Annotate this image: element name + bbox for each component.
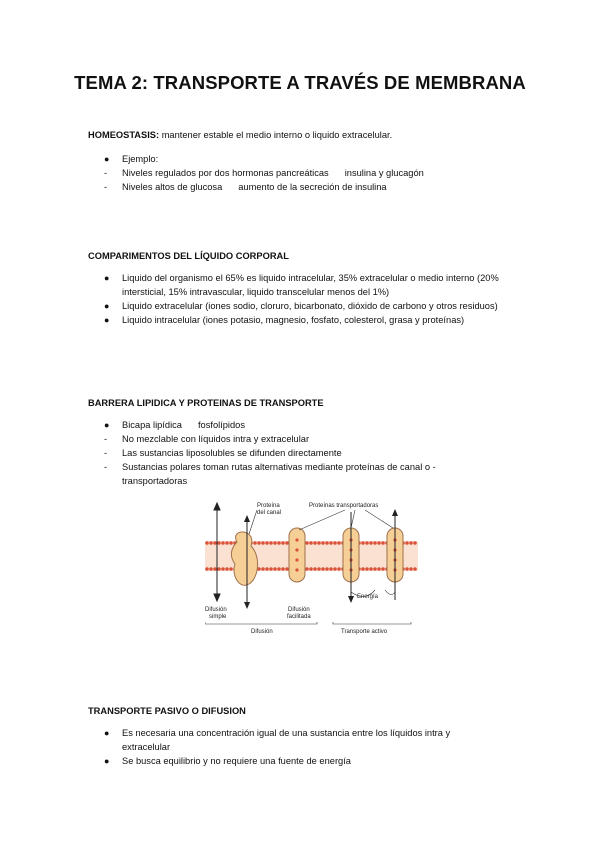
dash-icon: - [104, 448, 108, 458]
phospholipid-head [337, 541, 341, 545]
bullet-icon: ● [104, 315, 110, 325]
list-item: ● Liquido intracelular (iones potasio, magnesio, fosfato, colesterol, grasa y proteínas) [104, 315, 465, 325]
list-item: - Sustancias polares toman rutas alternativas mediante proteínas de canal o -transportadoras [104, 462, 436, 486]
list-item: ● Liquido extracelular (iones sodio, cloruro, bicarbonato, dióxido de carbono y otros residuos) [104, 301, 498, 311]
label-transportadoras: Proteínas transportadoras [309, 503, 379, 509]
homeostasis-definition [88, 128, 528, 142]
dash-icon: - [104, 434, 108, 444]
dash-icon: - [104, 182, 108, 192]
page-title: TEMA 2: TRANSPORTE A TRAVÉS DE MEMBRANA [74, 72, 526, 93]
phospholipid-head [405, 541, 409, 545]
phospholipid-head [365, 541, 369, 545]
phospholipid-head [369, 541, 373, 545]
phospholipid-head [209, 541, 213, 545]
dash-icon: - [104, 462, 108, 472]
phospholipid-head [281, 541, 285, 545]
phospholipid-head [209, 567, 213, 571]
phospholipid-head [309, 541, 313, 545]
phospholipid-head [313, 541, 317, 545]
section-heading: TRANSPORTE PASIVO O DIFUSION [88, 706, 246, 716]
membrane-transport-diagram [205, 498, 418, 638]
label-canal-1: Proteína [257, 503, 280, 509]
phospholipid-head [269, 541, 273, 545]
phospholipid-head [413, 567, 417, 571]
phospholipid-head [317, 541, 321, 545]
phospholipid-head [229, 567, 233, 571]
phospholipid-head [305, 541, 309, 545]
homeostasis-term: HOMEOSTASIS: [88, 130, 160, 140]
group-brackets [205, 622, 411, 624]
phospholipid-head [229, 541, 233, 545]
phospholipid-head [221, 541, 225, 545]
phospholipid-head [281, 567, 285, 571]
phospholipid-head [325, 567, 329, 571]
compartimentos-section [88, 249, 528, 327]
phospholipid-head [373, 541, 377, 545]
pasivo-section [88, 704, 528, 768]
carrier-protein-facilitated [289, 528, 305, 582]
bullet-icon: ● [104, 756, 110, 766]
phospholipid-head [273, 541, 277, 545]
phospholipid-head [361, 567, 365, 571]
channel-protein [231, 515, 257, 609]
phospholipid-head [321, 541, 325, 545]
bullet-icon: ● [104, 154, 110, 164]
phospholipid-head [381, 567, 385, 571]
phospholipid-head [257, 541, 261, 545]
phospholipid-head [213, 567, 217, 571]
phospholipid-head [365, 567, 369, 571]
list-item: ● Se busca equilibrio y no requiere una fuente de energía [104, 756, 351, 766]
phospholipid-head [253, 541, 257, 545]
phospholipid-head [217, 567, 221, 571]
list-item: ● Ejemplo: [104, 154, 159, 164]
phospholipid-head [205, 567, 209, 571]
phospholipid-head [277, 567, 281, 571]
phospholipid-head [309, 567, 313, 571]
list-item: - No mezclable con líquidos intra y extracelular [104, 434, 310, 444]
phospholipid-head [225, 541, 229, 545]
section-heading: COMPARIMENTOS DEL LÍQUIDO CORPORAL [88, 251, 289, 261]
phospholipid-head [325, 541, 329, 545]
phospholipid-head [321, 567, 325, 571]
phospholipid-head [337, 567, 341, 571]
label-canal-2: del canal [257, 510, 282, 516]
label-simple-2: simple [209, 614, 227, 620]
barrera-section [88, 396, 528, 488]
phospholipid-head [409, 567, 413, 571]
phospholipid-head [261, 541, 265, 545]
phospholipid-head [377, 567, 381, 571]
phospholipid-head [305, 567, 309, 571]
list-item: - Niveles regulados por dos hormonas pancreáticas insulina y glucagón [104, 168, 424, 178]
label-simple-1: Difusión [205, 607, 227, 613]
phospholipid-head [265, 541, 269, 545]
phospholipid-head [369, 567, 373, 571]
bullet-icon: ● [104, 420, 110, 430]
phospholipid-head [377, 541, 381, 545]
phospholipid-head [405, 567, 409, 571]
label-facilitada-1: Difusión [288, 607, 310, 613]
list-item: ● Liquido del organismo el 65% es liquido intracelular, 35% extracelular o medio interno (20% intersticial, 15% intravascular, liquido transcelular menos del 1%) [104, 273, 499, 297]
phospholipid-head [221, 567, 225, 571]
phospholipid-head [317, 567, 321, 571]
phospholipid-head [313, 567, 317, 571]
list-item: - Niveles altos de glucosa aumento de la secreción de insulina [104, 182, 387, 192]
homeostasis-section [88, 128, 528, 194]
phospholipid-head [261, 567, 265, 571]
phospholipid-head [381, 541, 385, 545]
phospholipid-head [277, 541, 281, 545]
label-activo: Transporte activo [341, 629, 388, 635]
list-item: ● Bicapa lipídica fosfolípidos [104, 420, 245, 430]
carrier-protein-active-2 [387, 509, 403, 600]
phospholipid-head [329, 567, 333, 571]
label-difusion: Difusión [251, 629, 273, 635]
phospholipid-head [273, 567, 277, 571]
phospholipid-head [265, 567, 269, 571]
phospholipid-head [205, 541, 209, 545]
phospholipid-head [361, 541, 365, 545]
phospholipid-head [329, 541, 333, 545]
phospholipid-head [333, 541, 337, 545]
phospholipid-head [269, 567, 273, 571]
label-energia: Energía [357, 594, 379, 600]
list-item: - Las sustancias liposolubles se difunden directamente [104, 448, 342, 458]
phospholipid-head [217, 541, 221, 545]
phospholipid-head [409, 541, 413, 545]
phospholipid-head [333, 567, 337, 571]
phospholipid-head [413, 541, 417, 545]
phospholipid-head [373, 567, 377, 571]
homeostasis-text: mantener estable el medio interno o liquido extracelular. [159, 130, 393, 140]
phospholipid-head [285, 567, 289, 571]
bullet-icon: ● [104, 728, 110, 738]
bullet-icon: ● [104, 273, 110, 283]
section-heading: BARRERA LIPIDICA Y PROTEINAS DE TRANSPORTE [88, 398, 324, 408]
bullet-icon: ● [104, 301, 110, 311]
phospholipid-head [225, 567, 229, 571]
phospholipid-head [213, 541, 217, 545]
carrier-protein-active-1 [343, 512, 359, 603]
phospholipid-head [285, 541, 289, 545]
label-facilitada-2: facilitada [287, 614, 311, 620]
dash-icon: - [104, 168, 108, 178]
list-item: ● Es necesaria una concentración igual de una sustancia entre los líquidos intra y extracelular [104, 728, 451, 752]
